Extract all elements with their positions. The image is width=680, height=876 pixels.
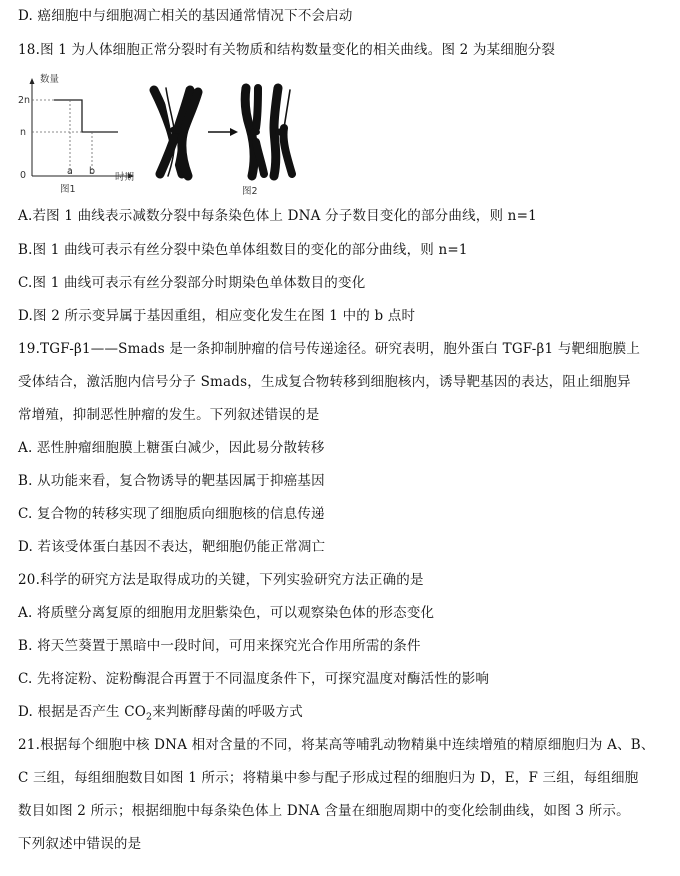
- q19-stem-line-1: 19.TGF-β1——Smads 是一条抑制肿瘤的信号传递途径。研究表明，胞外蛋白 TGF-β1 与靶细胞膜上: [18, 341, 641, 357]
- q18-figures: [18, 72, 318, 200]
- q18-option-b: B.图 1 曲线可表示有丝分裂中染色单体组数目的变化的部分曲线，则 n=1: [18, 242, 468, 258]
- figure-1-tick-n: n: [20, 127, 27, 138]
- figure-1-x-label: 时期: [115, 172, 135, 183]
- figure-2-chromosome-after: [245, 88, 292, 176]
- q19-option-a: A. 恶性肿瘤细胞膜上糖蛋白减少，因此易分散转移: [18, 440, 325, 456]
- q20-option-d-subscript: 2: [146, 711, 153, 723]
- figure-1-caption: 图1: [60, 184, 76, 195]
- figure-2-arrow-head: [230, 128, 238, 136]
- figure-2-caption: 图2: [242, 186, 258, 197]
- q21-stem-line-3: 数目如图 2 所示；根据细胞中每条染色体上 DNA 含量在细胞周期中的变化绘制曲线，如图 3 所示。: [18, 803, 630, 819]
- q18-option-c: C.图 1 曲线可表示有丝分裂部分时期染色单体数目的变化: [18, 275, 366, 291]
- q21-stem-line-1: 21.根据每个细胞中核 DNA 相对含量的不同，将某高等哺乳动物精巢中连续增殖的精原细胞归为 A、B、: [18, 737, 655, 753]
- figure-1-curve: [18, 72, 138, 196]
- figure-2-chromosomes: [146, 82, 306, 198]
- q18-stem: 18.图 1 为人体细胞正常分裂时有关物质和结构数量变化的相关曲线。图 2 为某细胞分裂: [18, 42, 556, 58]
- q20-option-d-pre: D. 根据是否产生 CO: [18, 704, 147, 720]
- q21-stem-line-2: C 三组，每组细胞数目如图 1 所示；将精巢中参与配子形成过程的细胞归为 D，E，F 三组，每组细胞: [18, 770, 639, 786]
- figure-1-y-label: 数量: [40, 74, 60, 85]
- q18-option-d: D.图 2 所示变异属于基因重组，相应变化发生在图 1 中的 b 点时: [18, 308, 416, 324]
- q17-option-d: D. 癌细胞中与细胞凋亡相关的基因通常情况下不会启动: [18, 8, 353, 24]
- q19-stem-line-2: 受体结合，激活胞内信号分子 Smads，生成复合物转移到细胞核内，诱导靶基因的表达，阻止细胞异: [18, 374, 631, 390]
- q20-option-a: A. 将质壁分离复原的细胞用龙胆紫染色，可以观察染色体的形态变化: [18, 605, 435, 621]
- q21-stem-line-4: 下列叙述中错误的是: [18, 836, 142, 852]
- q20-option-b: B. 将天竺葵置于黑暗中一段时间，可用来探究光合作用所需的条件: [18, 638, 421, 654]
- figure-1-point-a: a: [67, 166, 73, 177]
- q20-option-d-post: 来判断酵母菌的呼吸方式: [152, 704, 303, 720]
- q20-option-d: [18, 702, 672, 722]
- figure-2-chromosome-before: [154, 88, 198, 176]
- figure-1-point-b: b: [89, 166, 96, 177]
- q18-option-a: A.若图 1 曲线表示减数分裂中每条染色体上 DNA 分子数目变化的部分曲线，则 n=1: [18, 208, 537, 224]
- q19-option-d: D. 若该受体蛋白基因不表达，靶细胞仍能正常凋亡: [18, 539, 326, 555]
- figure-1-curve-line: [54, 100, 118, 132]
- q19-stem-line-3: 常增殖，抑制恶性肿瘤的发生。下列叙述错误的是: [18, 407, 320, 423]
- q20-option-c: C. 先将淀粉、淀粉酶混合再置于不同温度条件下，可探究温度对酶活性的影响: [18, 671, 490, 687]
- q20-stem: 20.科学的研究方法是取得成功的关键，下列实验研究方法正确的是: [18, 572, 424, 588]
- q19-option-b: B. 从功能来看，复合物诱导的靶基因属于抑癌基因: [18, 473, 325, 489]
- figure-1-y-arrow: [30, 78, 35, 84]
- q19-option-c: C. 复合物的转移实现了细胞质向细胞核的信息传递: [18, 506, 325, 522]
- figure-1-origin: 0: [20, 170, 27, 181]
- figure-1-tick-2n: 2n: [18, 95, 31, 106]
